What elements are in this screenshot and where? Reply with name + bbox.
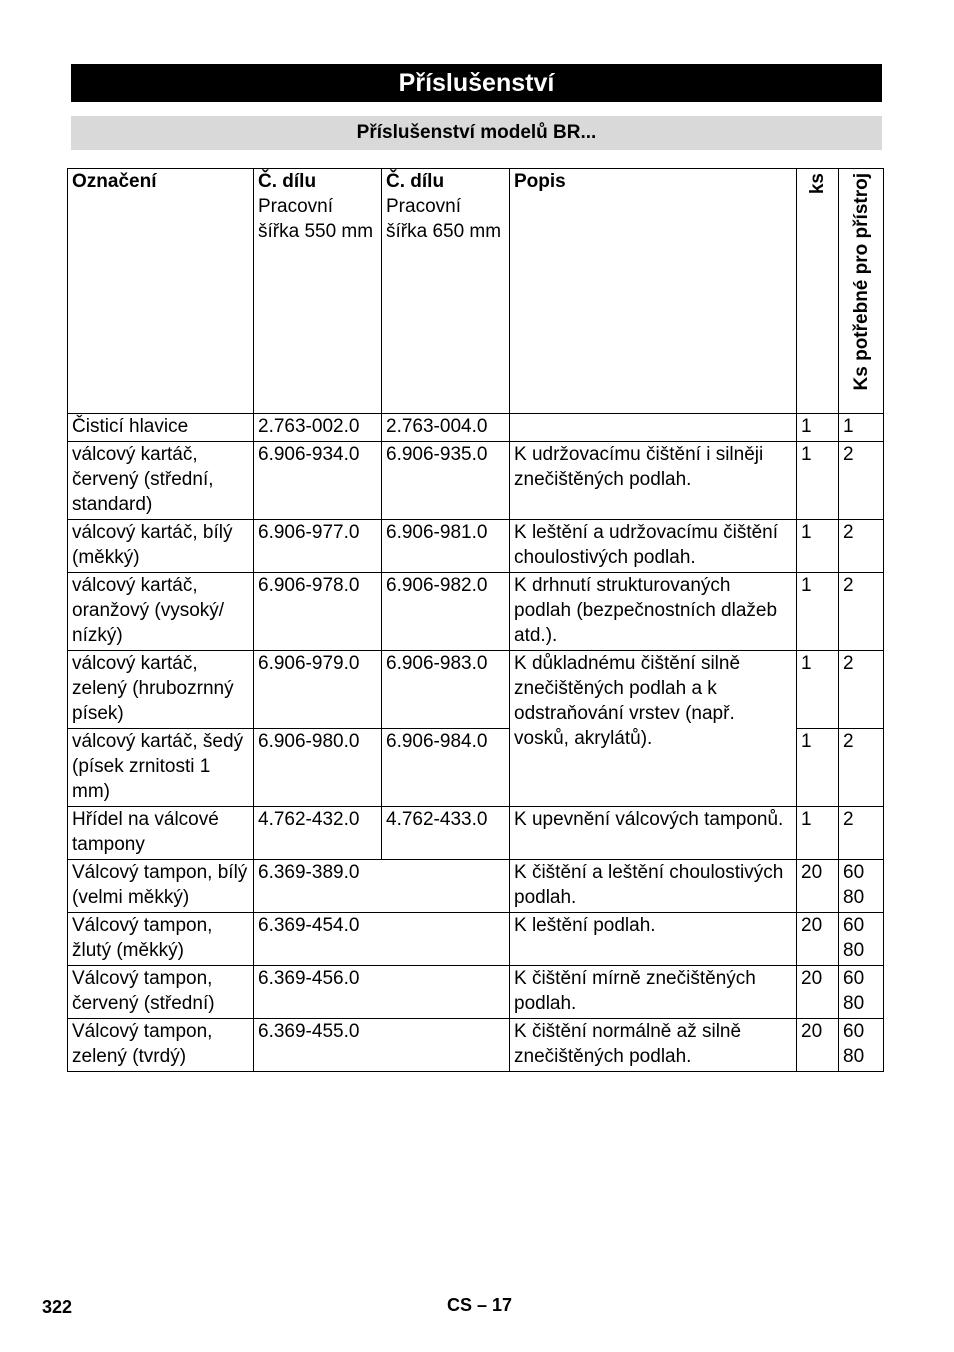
cell-part-650: 6.906-982.0 (382, 573, 510, 651)
cell-description: K důkladnému čištění silně znečištěných podlah a k odstraňování vrstev (např. vosků, akrylátů). (510, 651, 797, 807)
table-header-row (68, 169, 884, 414)
cell-ks: 1 (797, 807, 839, 860)
cell-ks-pristroj: 60 80 (839, 1019, 884, 1072)
cell-part-650: 6.906-935.0 (382, 442, 510, 520)
cell-ks: 1 (797, 729, 839, 807)
cell-ks-pristroj: 2 (839, 651, 884, 729)
cell-name: Hřídel na válcové tampony (68, 807, 254, 860)
cell-part-550: 6.906-978.0 (254, 573, 382, 651)
cell-description: K drhnutí strukturovaných podlah (bezpečnostních dlažeb atd.). (510, 573, 797, 651)
cell-part: 6.369-455.0 (254, 1019, 510, 1072)
cell-part-650: 4.762-433.0 (382, 807, 510, 860)
cell-part-550: 4.762-432.0 (254, 807, 382, 860)
header-ks: ks (797, 169, 839, 414)
cell-description: K čištění a leštění choulostivých podlah. (510, 860, 797, 913)
cell-name: válcový kartáč, šedý (písek zrnitosti 1 mm) (68, 729, 254, 807)
page-title: Příslušenství (71, 64, 882, 102)
header-part-650: Č. dílu Pracovní šířka 650 mm (382, 169, 510, 414)
table-row (68, 807, 884, 860)
cell-description: K čištění normálně až silně znečištěných podlah. (510, 1019, 797, 1072)
cell-ks: 20 (797, 1019, 839, 1072)
cell-name: válcový kartáč, červený (střední, standard) (68, 442, 254, 520)
cell-part-650: 6.906-984.0 (382, 729, 510, 807)
cell-description: K leštění podlah. (510, 913, 797, 966)
table-row (68, 520, 884, 573)
cell-ks: 20 (797, 860, 839, 913)
cell-ks-pristroj: 2 (839, 442, 884, 520)
cell-ks: 1 (797, 414, 839, 442)
table-row (68, 860, 884, 913)
cell-name: válcový kartáč, bílý (měkký) (68, 520, 254, 573)
cell-part-550: 6.906-977.0 (254, 520, 382, 573)
cell-ks-pristroj: 60 80 (839, 860, 884, 913)
cell-ks: 20 (797, 966, 839, 1019)
cell-ks-pristroj: 2 (839, 807, 884, 860)
cell-name: Válcový tampon, bílý (velmi měkký) (68, 860, 254, 913)
cell-part-650: 2.763-004.0 (382, 414, 510, 442)
cell-part-550: 6.906-979.0 (254, 651, 382, 729)
cell-ks: 1 (797, 520, 839, 573)
cell-description: K udržovacímu čištění i silněji znečištěných podlah. (510, 442, 797, 520)
cell-ks: 1 (797, 651, 839, 729)
cell-description: K leštění a udržovacímu čištění choulostivých podlah. (510, 520, 797, 573)
cell-part-650: 6.906-981.0 (382, 520, 510, 573)
cell-part: 6.369-454.0 (254, 913, 510, 966)
cell-ks: 20 (797, 913, 839, 966)
header-part-550: Č. dílu Pracovní šířka 550 mm (254, 169, 382, 414)
header-popis: Popis (510, 169, 797, 414)
table-row (68, 1019, 884, 1072)
cell-description (510, 414, 797, 442)
page-number: 322 (42, 1297, 73, 1317)
section-subtitle: Příslušenství modelů BR... (71, 116, 882, 150)
cell-name: Válcový tampon, žlutý (měkký) (68, 913, 254, 966)
cell-part-550: 2.763-002.0 (254, 414, 382, 442)
cell-part-650: 6.906-983.0 (382, 651, 510, 729)
cell-name: Čisticí hlavice (68, 414, 254, 442)
language-page-marker: CS – 17 (447, 1295, 513, 1315)
cell-ks-pristroj: 2 (839, 729, 884, 807)
accessories-table (67, 168, 884, 1072)
table-row (68, 651, 884, 729)
cell-ks-pristroj: 1 (839, 414, 884, 442)
cell-part-550: 6.906-934.0 (254, 442, 382, 520)
cell-name: Válcový tampon, červený (střední) (68, 966, 254, 1019)
cell-ks: 1 (797, 442, 839, 520)
header-ks-pristroj: Ks potřebné pro přístroj (839, 169, 884, 414)
table-row (68, 442, 884, 520)
cell-ks-pristroj: 60 80 (839, 913, 884, 966)
table-row (68, 414, 884, 442)
cell-name: válcový kartáč, zelený (hrubozrnný písek) (68, 651, 254, 729)
cell-name: válcový kartáč, oranžový (vysoký/ nízký) (68, 573, 254, 651)
cell-name: Válcový tampon, zelený (tvrdý) (68, 1019, 254, 1072)
cell-description: K upevnění válcových tamponů. (510, 807, 797, 860)
header-oznaceni: Označení (68, 169, 254, 414)
table-row (68, 573, 884, 651)
cell-ks-pristroj: 60 80 (839, 966, 884, 1019)
cell-part: 6.369-456.0 (254, 966, 510, 1019)
cell-ks-pristroj: 2 (839, 573, 884, 651)
table-row (68, 913, 884, 966)
table-row (68, 966, 884, 1019)
cell-part-550: 6.906-980.0 (254, 729, 382, 807)
cell-ks: 1 (797, 573, 839, 651)
cell-ks-pristroj: 2 (839, 520, 884, 573)
cell-description: K čištění mírně znečištěných podlah. (510, 966, 797, 1019)
cell-part: 6.369-389.0 (254, 860, 510, 913)
